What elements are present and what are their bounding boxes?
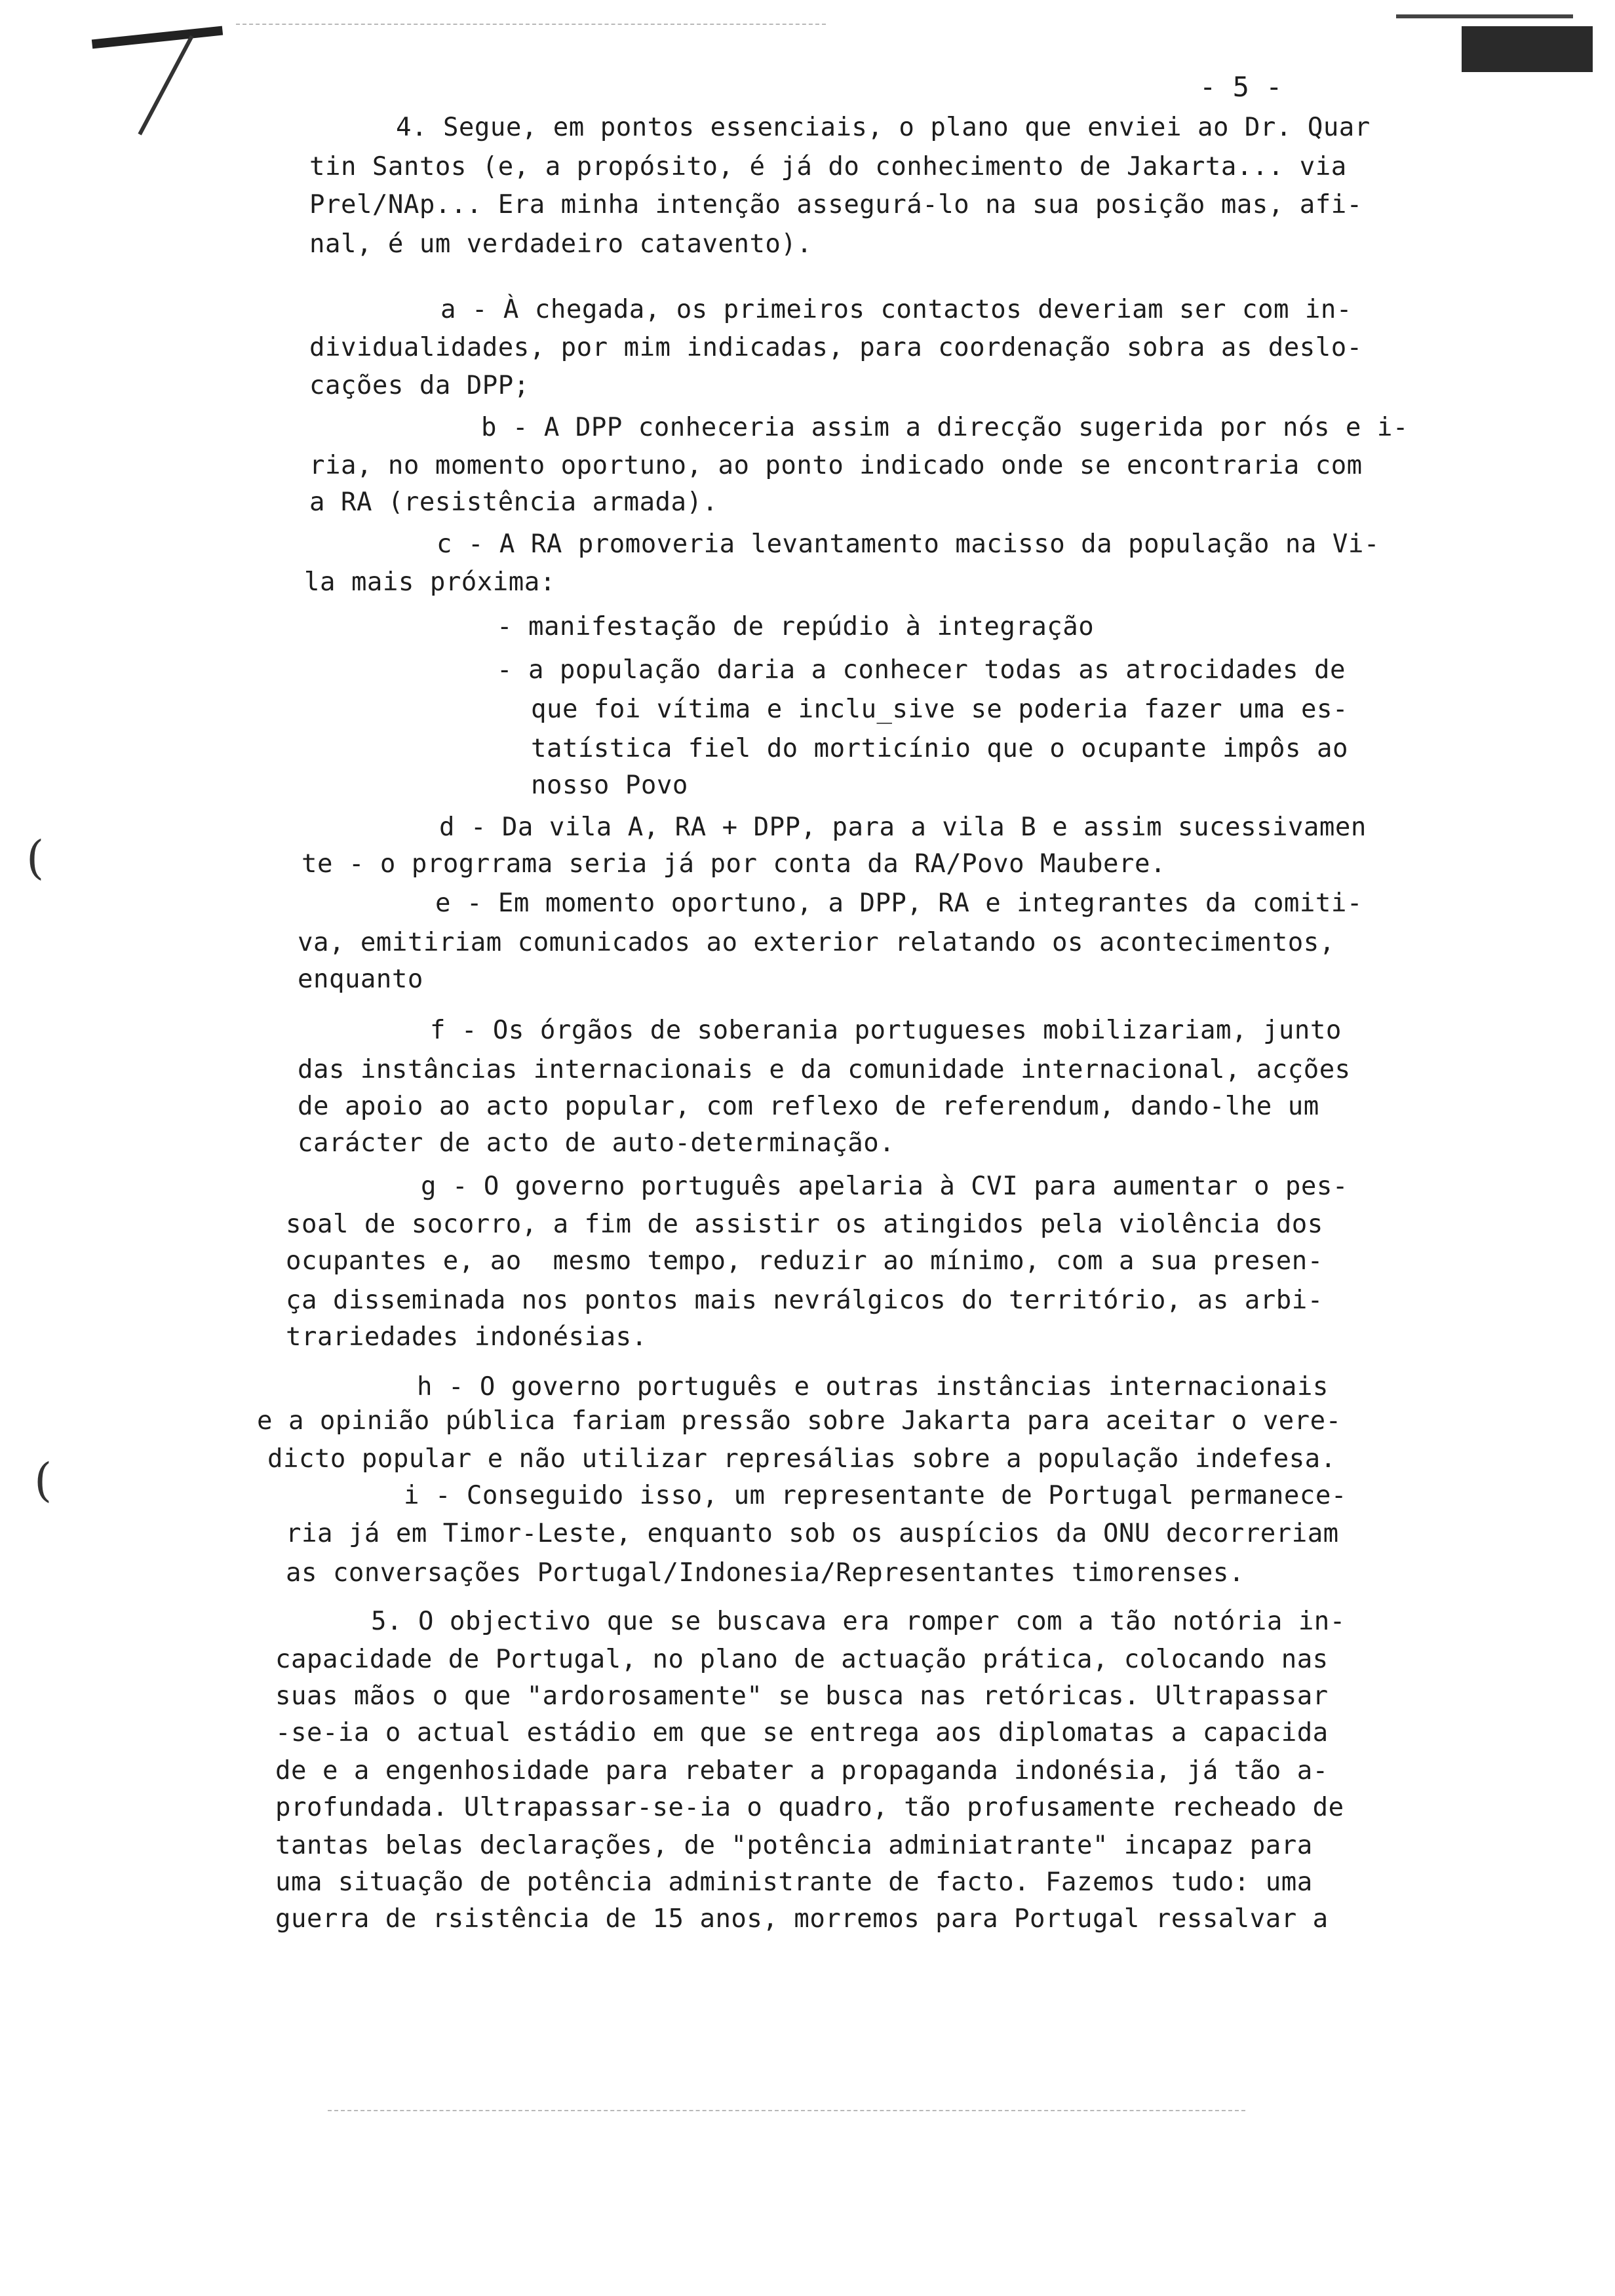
text-line: uma situação de potência administrante de facto. Fazemos tudo: uma [275,1867,1313,1897]
page-number: - 5 - [1199,71,1283,103]
text-line: carácter de acto de auto-determinação. [298,1128,895,1158]
text-line: capacidade de Portugal, no plano de actuação prática, colocando nas [275,1645,1329,1674]
text-line: das instâncias internacionais e da comunidade internacional, acções [298,1055,1351,1084]
text-line: soal de socorro, a fim de assistir os atingidos pela violência dos [286,1210,1323,1239]
text-line: que foi vítima e inclu_sive se poderia fazer uma es- [531,695,1348,724]
text-line: tatística fiel do morticínio que o ocupante impôs ao [531,734,1348,763]
text-line: de apoio ao acto popular, com reflexo de referendum, dando-lhe um [298,1092,1319,1121]
text-line: f - Os órgãos de soberania portugueses mobilizariam, junto [430,1016,1342,1045]
margin-mark-1: ( [26,831,45,885]
text-line: nosso Povo [531,771,688,800]
text-line: enquanto [298,965,423,994]
text-line: ocupantes e, ao mesmo tempo, reduzir ao mínimo, com a sua presen- [286,1246,1323,1276]
text-line: 5. O objectivo que se buscava era romper com a tão notória in- [371,1607,1346,1636]
text-line: h - O governo português e outras instâncias internacionais [417,1372,1329,1402]
text-line: a RA (resistência armada). [309,488,718,517]
text-line: a - À chegada, os primeiros contactos deveriam ser com in- [440,295,1352,324]
text-line: - manifestação de repúdio à integração [497,612,1095,641]
text-line: d - Da vila A, RA + DPP, para a vila B e assim sucessivamen [439,813,1367,842]
text-line: e a opinião pública fariam pressão sobre Jakarta para aceitar o vere- [257,1406,1342,1436]
text-line: e - Em momento oportuno, a DPP, RA e integrantes da comiti- [435,889,1363,918]
text-line: Prel/NAp... Era minha intenção assegurá-lo na sua posição mas, afi- [309,190,1363,220]
text-line: ça disseminada nos pontos mais nevrálgicos do território, as arbi- [286,1286,1323,1315]
text-line: profundada. Ultrapassar-se-ia o quadro, tão profusamente recheado de [275,1793,1344,1822]
text-line: cações da DPP; [309,371,530,400]
text-line: g - O governo português apelaria à CVI para aumentar o pes- [421,1172,1348,1201]
text-line: b - A DPP conheceria assim a direcção sugerida por nós e i- [481,413,1409,442]
text-line: c - A RA promoveria levantamento macisso da população na Vi- [437,529,1380,559]
text-line: dicto popular e não utilizar represálias sobre a população indefesa. [267,1444,1336,1474]
text-line: -se-ia o actual estádio em que se entrega aos diplomatas a capacida [275,1718,1329,1748]
text-line: nal, é um verdadeiro catavento). [309,229,813,259]
text-line: as conversações Portugal/Indonesia/Representantes timorenses. [286,1558,1245,1588]
text-line: ria já em Timor-Leste, enquanto sob os auspícios da ONU decorreriam [286,1519,1339,1548]
scan-mark-top-left [92,26,223,49]
text-line: te - o progrrama seria já por conta da RA/Povo Maubere. [302,849,1166,879]
text-line: suas mãos o que "ardorosamente" se busca nas retóricas. Ultrapassar [275,1681,1329,1711]
text-line: 4. Segue, em pontos essenciais, o plano que enviei ao Dr. Quar [396,113,1371,142]
text-line: tantas belas declarações, de "potência adminiatrante" incapaz para [275,1831,1313,1860]
text-line: la mais próxima: [304,567,556,597]
text-line: guerra de rsistência de 15 anos, morremos para Portugal ressalvar a [275,1904,1329,1934]
text-line: ria, no momento oportuno, ao ponto indicado onde se encontraria com [309,451,1363,480]
top-dotted-line [236,24,826,25]
bottom-dotted-line [328,2110,1245,2111]
text-line: tin Santos (e, a propósito, é já do conhecimento de Jakarta... via [309,152,1347,182]
text-line: trariedades indonésias. [286,1322,648,1352]
scan-mark-top-right [1462,26,1593,72]
text-line: de e a engenhosidade para rebater a propaganda indonésia, já tão a- [275,1756,1329,1786]
text-line: - a população daria a conhecer todas as atrocidades de [497,655,1346,685]
scan-mark-top-right-bar [1396,14,1573,18]
text-line: va, emitiriam comunicados ao exterior relatando os acontecimentos, [298,928,1335,957]
text-line: dividualidades, por mim indicadas, para coordenação sobra as deslo- [309,333,1363,362]
scan-mark-diagonal [138,35,193,136]
text-line: i - Conseguido isso, um representante de Portugal permanece- [404,1481,1347,1510]
margin-mark-2: ( [34,1453,52,1507]
